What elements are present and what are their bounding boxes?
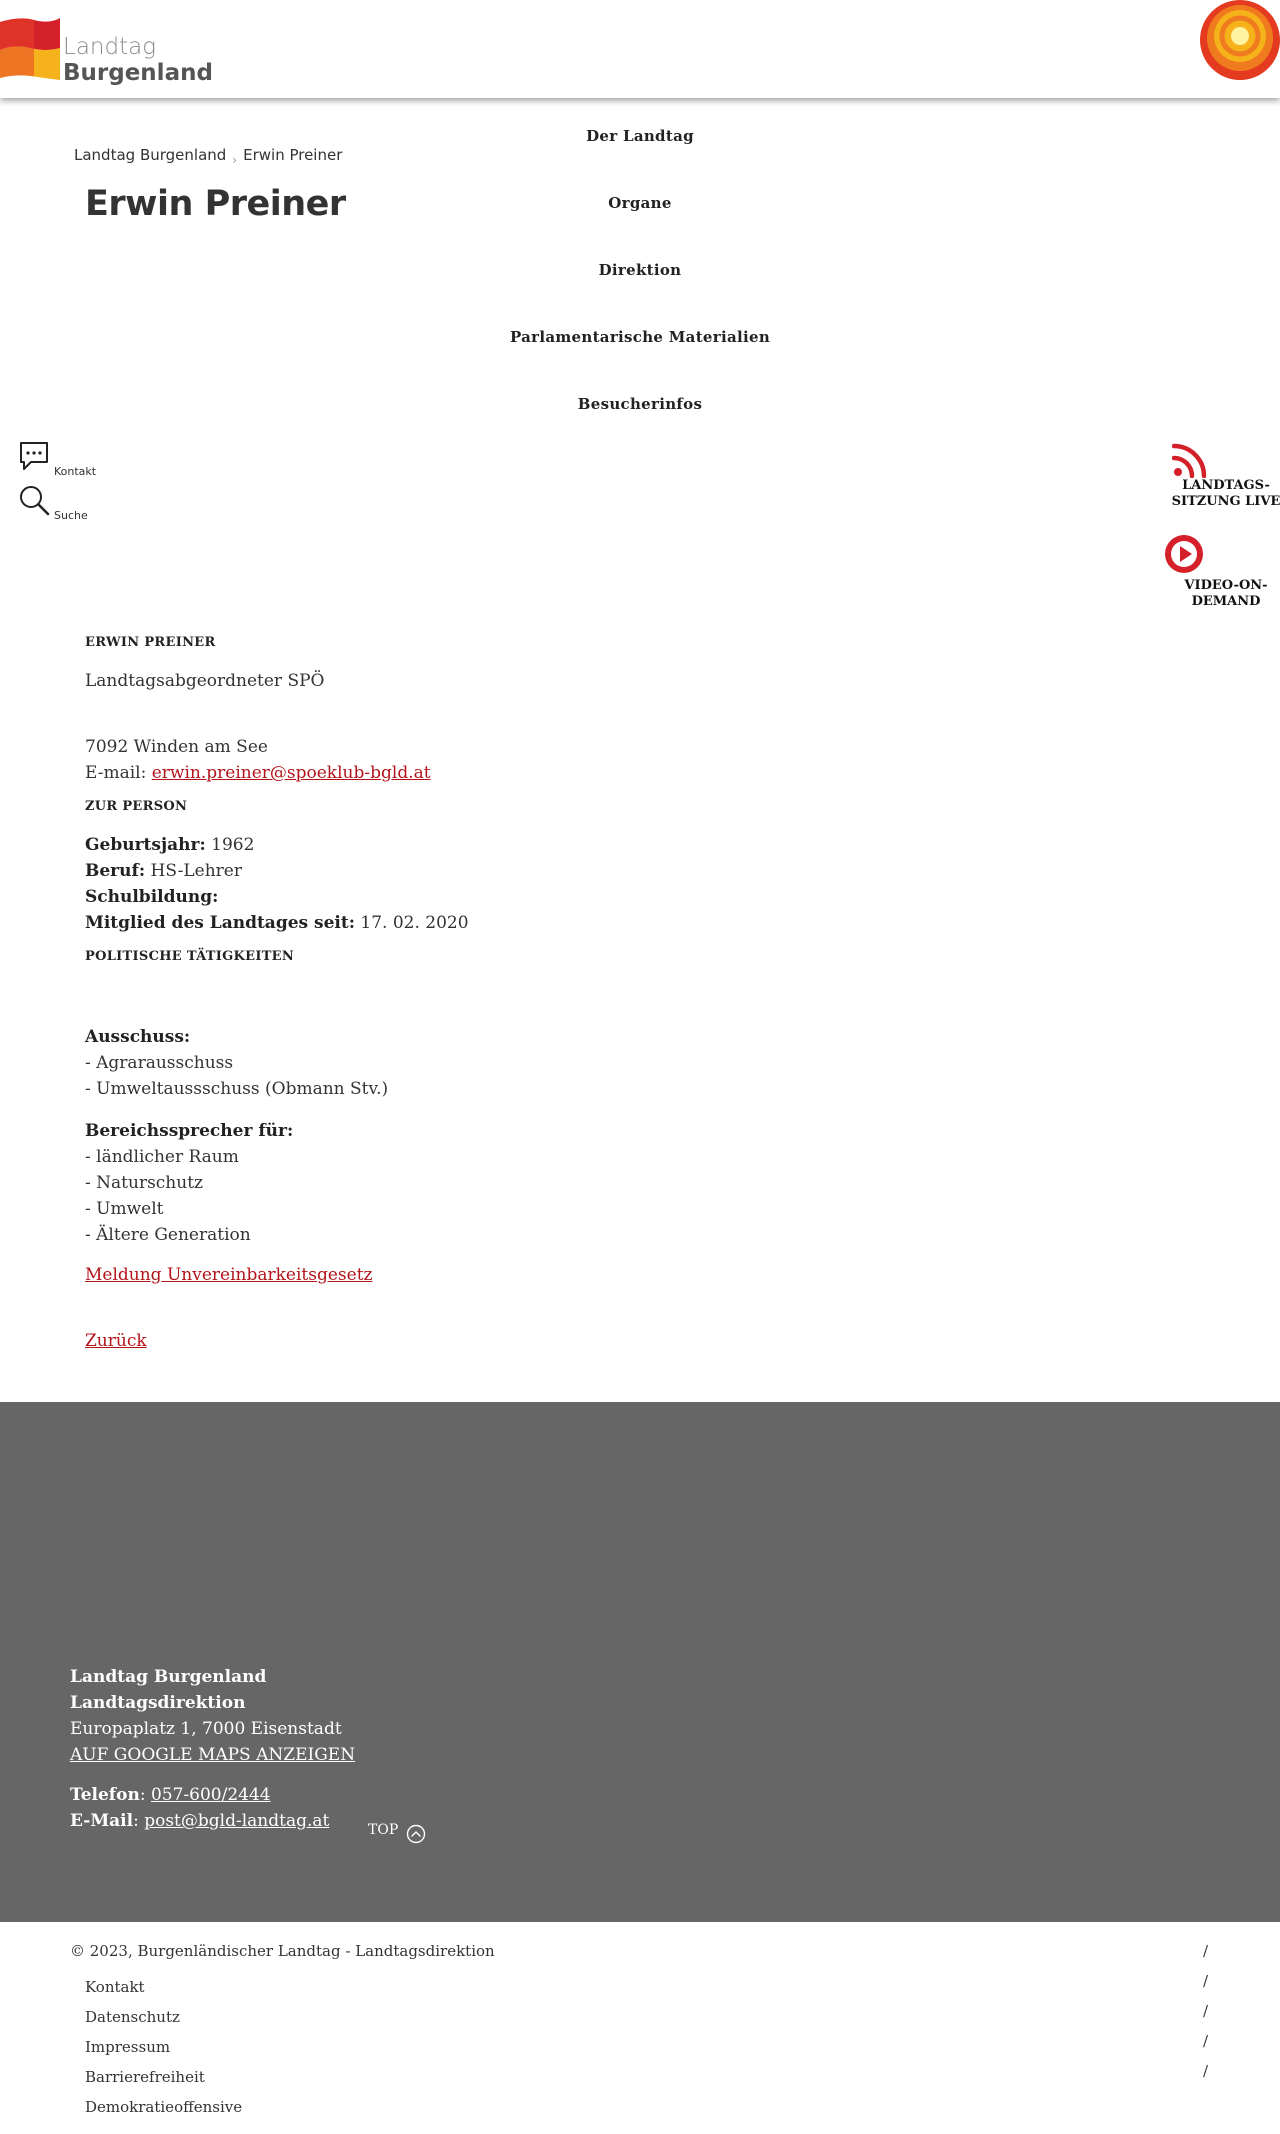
- landtagssitzung-live-label-2: SITZUNG LIVE: [1171, 494, 1280, 509]
- back-to-top-link[interactable]: [368, 1812, 426, 1848]
- ausschuss-item: - Umweltaussschuss (Obmann Stv.): [85, 1079, 389, 1099]
- legal-link-demokratieoffensive[interactable]: Demokratieoffensive: [85, 2098, 243, 2116]
- legal-separator: /: [1203, 1972, 1209, 1990]
- footer-telefon-link[interactable]: 057-600/2444: [150, 1785, 271, 1805]
- legal-link-barrierefreiheit[interactable]: Barrierefreiheit: [85, 2068, 205, 2086]
- profile-name-heading: ERWIN PREINER: [85, 635, 216, 650]
- logo-text: [63, 34, 213, 86]
- mitglied-value: 17. 02. 2020: [360, 913, 469, 933]
- suche-quicklink[interactable]: [18, 484, 88, 522]
- bereichssprecher-block: [85, 1118, 1085, 1248]
- footer-email-label: E-Mail: [70, 1811, 134, 1831]
- bereichssprecher-item: - ländlicher Raum: [85, 1147, 239, 1167]
- site-header: [0, 0, 1280, 98]
- site-footer: [0, 1402, 1280, 1922]
- logo-line2: Burgenland: [63, 60, 213, 86]
- profile-role: Landtagsabgeordneter SPÖ: [85, 671, 325, 691]
- zurueck-link[interactable]: Zurück: [85, 1331, 147, 1351]
- legal-link-kontakt[interactable]: Kontakt: [85, 1978, 145, 1996]
- schulbildung-label: Schulbildung:: [85, 887, 219, 907]
- profile-email-row: [85, 760, 1085, 786]
- mitglied-row: [85, 910, 1085, 936]
- rss-live-icon: [1172, 442, 1208, 478]
- politische-taetigkeiten-heading: POLITISCHE TÄTIGKEITEN: [85, 949, 295, 964]
- legal-separator: /: [1203, 2032, 1209, 2050]
- footer-telefon-row: Telefon: 057-600/2444: [70, 1785, 271, 1805]
- chat-bubble-icon: [18, 440, 50, 472]
- beruf-row: [85, 858, 1085, 884]
- burgenland-sun-icon[interactable]: [1196, 0, 1280, 82]
- beruf-value: HS-Lehrer: [150, 861, 242, 881]
- google-maps-link[interactable]: AUF GOOGLE MAPS ANZEIGEN: [70, 1745, 356, 1765]
- breadcrumb: [74, 146, 343, 167]
- bereichssprecher-item: - Naturschutz: [85, 1173, 203, 1193]
- email-label: E-mail:: [85, 763, 147, 783]
- suche-label: Suche: [54, 509, 88, 522]
- nav-item-direktion[interactable]: Direktion: [598, 261, 682, 279]
- top-label: TOP: [368, 1822, 399, 1838]
- landtagssitzung-live-label-1: LANDTAGS-: [1182, 478, 1270, 493]
- copyright: © 2023, Burgenländischer Landtag - Landtagsdirektion: [70, 1942, 495, 1960]
- nav-item-parlamentarische-materialien[interactable]: Parlamentarische Materialien: [509, 328, 771, 346]
- profile-content: [85, 630, 1085, 1354]
- nav-item-organe[interactable]: Organe: [608, 194, 672, 212]
- footer-email-link[interactable]: post@bgld-landtag.at: [144, 1811, 330, 1831]
- footer-contact-block: [70, 1664, 355, 1834]
- page-title: Erwin Preiner: [85, 184, 346, 224]
- ausschuss-label: Ausschuss:: [85, 1027, 191, 1047]
- legal-link-datenschutz[interactable]: Datenschutz: [85, 2008, 180, 2026]
- search-icon: [18, 484, 50, 516]
- logo-line1: Landtag: [63, 34, 156, 60]
- footer-org-name: Landtag Burgenland: [70, 1667, 267, 1687]
- landtag-logo[interactable]: [0, 18, 213, 86]
- footer-org-directorate: Landtagsdirektion: [70, 1693, 246, 1713]
- legal-separator: /: [1203, 2002, 1209, 2020]
- breadcrumb-current: Erwin Preiner: [243, 146, 343, 164]
- profile-email-link[interactable]: erwin.preiner@spoeklub-bgld.at: [151, 763, 431, 783]
- profile-address: 7092 Winden am See: [85, 737, 268, 757]
- video-on-demand-label-1: VIDEO-ON-: [1184, 578, 1268, 593]
- landtagssitzung-live-link[interactable]: [1166, 442, 1280, 510]
- landtag-flag-icon: [0, 18, 62, 80]
- play-icon: [1164, 534, 1204, 574]
- bereichssprecher-label: Bereichssprecher für:: [85, 1121, 294, 1141]
- mitglied-label: Mitglied des Landtages seit:: [85, 913, 355, 933]
- chevron-up-circle-icon: [406, 1824, 426, 1848]
- bereichssprecher-item: - Ältere Generation: [85, 1225, 251, 1245]
- breadcrumb-separator: ›: [232, 153, 238, 167]
- legal-separator: /: [1203, 2062, 1209, 2080]
- beruf-label: Beruf:: [85, 861, 146, 881]
- legal-bar: [0, 1922, 1280, 2134]
- geburtsjahr-value: 1962: [211, 835, 255, 855]
- video-on-demand-label-2: DEMAND: [1191, 594, 1261, 609]
- telefon-label: Telefon: [70, 1785, 140, 1805]
- legal-links: [85, 1972, 242, 2122]
- bereichssprecher-item: - Umwelt: [85, 1199, 164, 1219]
- kontakt-quicklink[interactable]: [18, 440, 97, 478]
- geburtsjahr-row: [85, 832, 1085, 858]
- footer-email-row: E-Mail: post@bgld-landtag.at: [70, 1811, 330, 1831]
- video-on-demand-link[interactable]: [1166, 534, 1280, 610]
- geburtsjahr-label: Geburtsjahr:: [85, 835, 206, 855]
- nav-item-besucherinfos[interactable]: Besucherinfos: [577, 395, 703, 413]
- meldung-unvereinbarkeitsgesetz-link[interactable]: Meldung Unvereinbarkeitsgesetz: [85, 1265, 373, 1285]
- main-nav: [440, 127, 840, 462]
- legal-link-impressum[interactable]: Impressum: [85, 2038, 171, 2056]
- kontakt-label: Kontakt: [54, 465, 97, 478]
- zur-person-heading: ZUR PERSON: [85, 799, 188, 814]
- schulbildung-row: [85, 884, 1085, 910]
- legal-separator: /: [1203, 1942, 1209, 1960]
- ausschuss-block: [85, 1024, 1085, 1102]
- nav-item-der-landtag[interactable]: Der Landtag: [586, 127, 694, 145]
- ausschuss-item: - Agrarausschuss: [85, 1053, 234, 1073]
- footer-address: Europaplatz 1, 7000 Eisenstadt: [70, 1719, 342, 1739]
- breadcrumb-home[interactable]: Landtag Burgenland: [74, 146, 227, 164]
